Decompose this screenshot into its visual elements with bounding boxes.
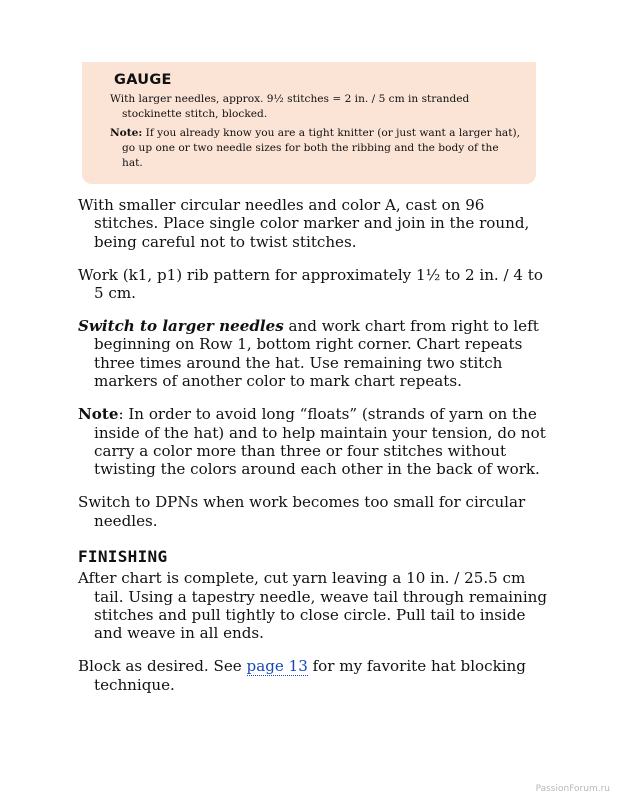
floats-note-label: Note (78, 405, 119, 424)
instructions-body (78, 196, 548, 709)
chart-text: and work chart from right to left beginning on Row 1, bottom right corner. Chart repeats three times around the hat. Use remaining two stitch markers of another color to mark chart repeats. (94, 317, 539, 391)
finishing-heading: FINISHING (78, 547, 168, 567)
cast-on-paragraph: With smaller circular needles and color A, cast on 96 stitches. Place single color marker and join in the round, being careful not to twist stitches. (78, 196, 530, 251)
floats-note-paragraph (78, 405, 548, 479)
gauge-box (82, 62, 536, 184)
blocking-text-before: Block as desired. See (78, 657, 247, 676)
finishing-paragraph: After chart is complete, cut yarn leaving a 10 in. / 25.5 cm tail. Using a tapestry needle, weave tail through remaining stitches and pull tightly to close circle. Pull tail to inside and weave in all ends. (78, 569, 548, 643)
gauge-note-text: If you already know you are a tight knitter (or just want a larger hat), go up one or two needle sizes for both the ribbing and the body of the hat. (122, 127, 520, 169)
blocking-text-after: for my favorite hat blocking technique. (94, 657, 526, 694)
floats-note-text: : In order to avoid long “floats” (strands of yarn on the inside of the hat) and to help maintain your tension, do not carry a color more than three or four stitches without twisting the colors around each other in the back of work. (94, 405, 546, 479)
gauge-note (110, 126, 522, 171)
chart-paragraph (78, 317, 548, 391)
gauge-note-label: Note: (110, 127, 143, 139)
blocking-paragraph (78, 657, 548, 694)
watermark: PassionForum.ru (535, 784, 610, 794)
gauge-title: GAUGE (114, 72, 172, 88)
chart-emphasis: Switch to larger needles (78, 317, 284, 336)
gauge-text: With larger needles, approx. 9½ stitches = 2 in. / 5 cm in stranded stockinette stitch, blocked. (110, 93, 470, 120)
dpn-paragraph: Switch to DPNs when work becomes too small for circular needles. (78, 493, 526, 530)
page-13-link[interactable]: page 13 (246, 657, 308, 676)
rib-paragraph: Work (k1, p1) rib pattern for approximately 1½ to 2 in. / 4 to 5 cm. (78, 265, 543, 303)
